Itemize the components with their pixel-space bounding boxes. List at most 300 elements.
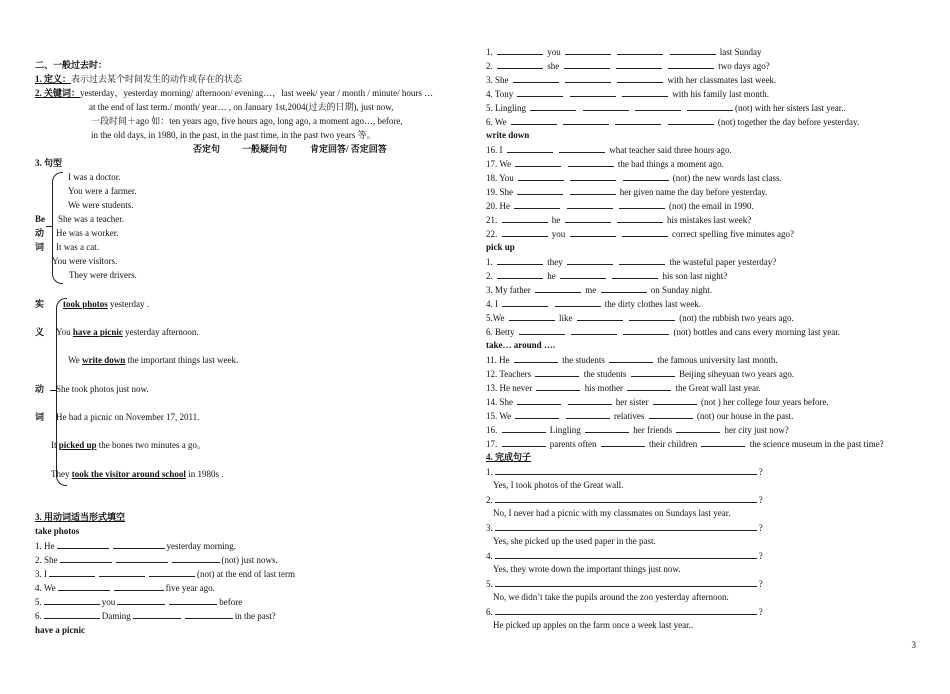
line-text <box>613 75 615 85</box>
line-text: 22. <box>486 229 500 239</box>
line-text: (not) the rubbish two years ago. <box>677 313 794 323</box>
answer-blank <box>670 46 716 55</box>
answer-blank <box>502 298 548 307</box>
answer-blank <box>583 102 629 111</box>
sentence-part: yesterday . <box>107 299 149 309</box>
answer-blank <box>172 554 220 563</box>
answer-blank <box>577 312 623 321</box>
answer-blank <box>60 554 112 563</box>
line-text <box>613 215 615 225</box>
answer-blank <box>567 200 613 209</box>
line-text <box>615 201 617 211</box>
answer-blank <box>517 186 563 195</box>
line-text: 12. Teachers <box>486 369 534 379</box>
verb-sentence <box>51 469 223 480</box>
write-item <box>486 158 724 170</box>
complete-question <box>486 578 763 590</box>
take-item <box>486 438 884 450</box>
be-side-label <box>35 214 45 225</box>
line-text <box>665 47 667 57</box>
line-text: parents often <box>547 439 599 449</box>
line-text: (not) the new words last class. <box>670 173 782 183</box>
item-number: 3. <box>486 523 493 533</box>
answer-blank <box>513 74 559 83</box>
group-label-text: have a picnic <box>35 625 86 635</box>
answer-blank <box>570 228 616 237</box>
line-text: 16. <box>486 425 500 435</box>
answer-blank <box>507 144 553 153</box>
item-number: 5. <box>486 579 493 589</box>
answer-text: Yes, she picked up the used paper in the past. <box>493 536 656 546</box>
definition-label: 1. 定义： <box>35 74 72 84</box>
answer-blank <box>149 568 195 577</box>
verb-side-label <box>35 412 44 423</box>
answer-blank <box>502 424 546 433</box>
text: at the end of last term./ month/ year… , on January 1st,2004(过去的日期), just now, <box>89 102 394 112</box>
be-sentence <box>68 200 134 211</box>
sentence-pattern-text: 3. 句型 <box>35 158 63 168</box>
form-header <box>242 144 287 155</box>
line-text: 13. He never <box>486 383 535 393</box>
exercise-item <box>35 554 278 566</box>
answer-blank <box>514 354 558 363</box>
keywords-line-3 <box>91 116 403 127</box>
answer-blank <box>497 46 543 55</box>
line-text <box>565 89 567 99</box>
item-number: 2. She <box>35 555 58 565</box>
text: in the old days, in 1980, in the past, in the past time, in the past two years 等。 <box>91 130 376 140</box>
line-text: you <box>545 47 563 57</box>
group-label <box>486 130 529 141</box>
answer-blank <box>615 116 661 125</box>
line-text: 2. <box>486 61 495 71</box>
answer-blank <box>568 396 612 405</box>
question-mark: ? <box>758 467 763 477</box>
line-text: 5. Lingling <box>486 103 529 113</box>
brace-tip <box>46 226 52 227</box>
sentence-verb: took photos <box>63 299 108 309</box>
be-sentence <box>68 172 120 183</box>
line-text: relatives <box>611 411 647 421</box>
line-text: 4. I <box>486 299 501 309</box>
answer-blank <box>567 256 613 265</box>
line-text <box>618 89 620 99</box>
answer-blank <box>555 298 601 307</box>
answer-blank <box>515 158 561 167</box>
line-text <box>612 61 614 71</box>
answer-blank <box>114 582 164 591</box>
line-text: (not) together the day before yesterday. <box>715 117 860 127</box>
answer-blank <box>570 88 616 97</box>
answer-blank <box>536 382 580 391</box>
line-text: the Great wall last year. <box>673 383 761 393</box>
side-char: 动 <box>35 384 45 394</box>
answer-blank <box>568 158 614 167</box>
line-text: he <box>545 271 558 281</box>
answer-blank <box>623 326 669 335</box>
complete-answer <box>493 592 729 603</box>
write-item <box>486 186 767 198</box>
answer-blank <box>563 116 609 125</box>
write-item <box>486 172 782 184</box>
answer-blank <box>609 354 653 363</box>
pick-item <box>486 284 712 296</box>
answer-blank <box>622 228 668 237</box>
line-text: the famous university last month. <box>655 355 778 365</box>
group-label-text: take photos <box>35 526 80 536</box>
item-number: 5. <box>35 597 42 607</box>
line-text: 1. <box>486 257 495 267</box>
group-label-text: write down <box>486 130 530 140</box>
group-label-text: take… around …. <box>486 340 556 350</box>
be-sentence <box>56 242 99 253</box>
line-text <box>563 397 565 407</box>
pick-item <box>486 270 727 282</box>
definition-text: 表示过去某个时间发生的动作或存在的状态 <box>71 74 243 84</box>
line-text <box>683 103 685 113</box>
line-text: 6. Betty <box>486 327 517 337</box>
line-text: her city just now? <box>722 425 789 435</box>
answer-blank <box>495 550 757 559</box>
text: I was a doctor. <box>68 172 121 182</box>
complete-question <box>486 550 763 562</box>
answer-blank <box>668 116 714 125</box>
complete-title-text: 4. 完成句子 <box>486 452 532 462</box>
verb-sentence <box>68 355 238 366</box>
exercise-group-label <box>35 526 79 537</box>
item-number: 4. We <box>35 583 56 593</box>
form-header <box>193 144 220 155</box>
answer-blank <box>565 214 611 223</box>
pick-item <box>486 298 701 310</box>
text: She was a teacher. <box>58 214 124 224</box>
line-text: 14. She <box>486 397 516 407</box>
answer-blank <box>617 74 663 83</box>
answer-blank <box>511 116 557 125</box>
line-text: 16. I <box>486 145 505 155</box>
picnic-item <box>486 102 846 114</box>
line-text <box>611 117 613 127</box>
sentence-part: the important things last week. <box>125 355 239 365</box>
line-text <box>613 47 615 57</box>
answer-blank <box>623 172 669 181</box>
exercise-title <box>35 512 125 523</box>
line-text <box>578 103 580 113</box>
take-item <box>486 410 793 422</box>
section-heading <box>35 60 107 71</box>
definition-line <box>35 74 242 85</box>
line-text <box>618 173 620 183</box>
line-text: 19. She <box>486 187 516 197</box>
line-text: 1. <box>486 47 495 57</box>
line-text: (not) our house in the past. <box>694 411 794 421</box>
line-text: 6. We <box>486 117 509 127</box>
answer-text: No, I never had a picnic with my classmates on Sundays last year. <box>493 508 731 518</box>
side-char: 词 <box>35 412 45 422</box>
answer-blank <box>58 582 110 591</box>
item-number: 6. <box>35 611 42 621</box>
answer-text: He picked up apples on the farm once a week last year.. <box>493 620 694 630</box>
line-text <box>664 61 666 71</box>
verb-side-label <box>35 327 44 338</box>
exercise-item <box>35 582 215 594</box>
answer-blank <box>619 200 665 209</box>
line-text: their children <box>646 439 700 449</box>
line-text: 21. <box>486 215 500 225</box>
answer-text: Yes, I took photos of the Great wall. <box>493 480 624 490</box>
answer-blank <box>117 596 165 605</box>
answer-blank <box>502 438 546 447</box>
text: They were drivers. <box>69 270 137 280</box>
answer-blank <box>617 214 663 223</box>
answer-blank <box>635 102 681 111</box>
line-text: his son last night? <box>660 271 728 281</box>
write-item <box>486 214 751 226</box>
picnic-item <box>486 116 859 128</box>
text: He was a worker. <box>56 228 119 238</box>
line-text: her sister <box>613 397 651 407</box>
answer-blank <box>565 74 611 83</box>
line-text: on Sunday night. <box>648 285 713 295</box>
answer-blank <box>497 256 543 265</box>
answer-blank <box>653 396 697 405</box>
answer-text: No, we didn’t take the pupils around the zoo yesterday afternoon. <box>493 592 729 602</box>
line-text: with her classmates last week. <box>665 75 777 85</box>
text: You were visitors. <box>52 256 118 266</box>
exercise-title-text: 3. 用动词适当形式填空 <box>35 512 126 522</box>
line-text: me <box>583 285 599 295</box>
answer-blank <box>518 172 564 181</box>
line-text <box>562 201 564 211</box>
section-heading-text: 二、一般过去时： <box>35 60 108 70</box>
line-text: the science museum in the past time? <box>747 439 884 449</box>
line-text: (not) the email in 1990. <box>666 201 754 211</box>
answer-blank <box>601 438 645 447</box>
line-text <box>561 75 563 85</box>
sentence-part: You <box>56 327 73 337</box>
answer-blank <box>113 540 165 549</box>
answer-blank <box>44 596 100 605</box>
pick-item <box>486 256 776 268</box>
answer-blank <box>495 578 757 587</box>
line-text: she <box>545 61 562 71</box>
verb-sentence <box>56 327 199 338</box>
sentence-part: It <box>51 440 59 450</box>
answer-blank <box>687 102 733 111</box>
item-number: 3. I <box>35 569 47 579</box>
item-number: 6. <box>486 607 493 617</box>
text: 一段时间＋ago 如：ten years ago, five hours ago, long ago, a moment ago…, before, <box>91 116 403 126</box>
complete-answer <box>493 480 623 491</box>
verb-side-label <box>35 384 44 395</box>
answer-blank <box>565 46 611 55</box>
item-text: in the past? <box>234 611 276 621</box>
line-text <box>566 173 568 183</box>
form-header-text: 否定句 <box>193 144 221 154</box>
complete-answer <box>493 536 656 547</box>
picnic-item <box>486 88 769 100</box>
verb-sentence <box>63 299 149 310</box>
sentence-verb: have a picnic <box>72 327 123 337</box>
take-item <box>486 354 778 366</box>
form-header-text: 肯定回答/ 否定回答 <box>310 144 387 154</box>
picnic-item <box>486 60 770 72</box>
line-text: two days ago? <box>716 61 770 71</box>
take-item <box>486 396 829 408</box>
line-text: they <box>545 257 565 267</box>
answer-blank <box>495 606 757 615</box>
item-number: 4. <box>486 551 493 561</box>
sentence-part: the bones two minutes a go。 <box>96 440 207 450</box>
complete-question <box>486 522 763 534</box>
line-text: Beijing siheyuan two years ago. <box>676 369 795 379</box>
keywords-text: yesterday，yesterday morning/ afternoon/ evening…，last week/ year / month / minute/ hours … <box>80 88 434 98</box>
answer-blank <box>535 368 579 377</box>
keywords-label: 2. 关键词： <box>35 88 81 98</box>
line-text: like <box>556 313 575 323</box>
verb-sentence <box>56 384 149 395</box>
line-text: 17. <box>486 439 500 449</box>
answer-blank <box>559 144 605 153</box>
line-text <box>563 159 565 169</box>
line-text: 11. He <box>486 355 512 365</box>
verb-sentence <box>51 440 206 451</box>
complete-question <box>486 466 763 478</box>
be-sentence <box>58 214 124 225</box>
be-sentence <box>52 256 117 267</box>
item-number: 1. <box>486 467 493 477</box>
question-mark: ? <box>758 523 763 533</box>
item-word: Daming <box>101 611 131 621</box>
answer-blank <box>530 102 576 111</box>
answer-blank <box>629 312 675 321</box>
answer-blank <box>185 610 233 619</box>
line-text <box>663 117 665 127</box>
answer-blank <box>701 438 745 447</box>
line-text: (not ) her college four years before. <box>698 397 829 407</box>
answer-blank <box>601 284 647 293</box>
line-text: her friends <box>631 425 675 435</box>
answer-blank <box>44 610 100 619</box>
keywords-line-4 <box>91 130 375 141</box>
line-text: you <box>549 229 568 239</box>
write-item <box>486 200 754 212</box>
answer-blank <box>133 610 181 619</box>
verb-side-label <box>35 299 44 310</box>
item-text: five year ago. <box>165 583 215 593</box>
answer-blank <box>517 88 563 97</box>
answer-blank <box>560 270 606 279</box>
question-mark: ? <box>758 607 763 617</box>
exercise-item <box>35 610 276 622</box>
line-text <box>615 257 617 267</box>
page-number: 3 <box>911 640 916 650</box>
line-text: her given name the day before yesterday. <box>617 187 768 197</box>
group-label <box>486 340 555 351</box>
answer-blank <box>116 554 168 563</box>
side-char: 义 <box>35 327 45 337</box>
answer-blank <box>509 312 555 321</box>
answer-blank <box>616 60 662 69</box>
complete-question <box>486 494 763 506</box>
question-mark: ? <box>758 495 763 505</box>
complete-title <box>486 452 531 463</box>
be-sentence <box>69 270 137 281</box>
line-text <box>625 313 627 323</box>
line-text: his mother <box>582 383 626 393</box>
take-item <box>486 368 794 380</box>
sentence-part: in 1980s . <box>185 469 224 479</box>
exercise-group-label <box>35 625 85 636</box>
item-text: yesterday morning. <box>166 541 236 551</box>
text: You were a farmer. <box>68 186 137 196</box>
line-text: the students <box>581 369 629 379</box>
answer-blank <box>668 60 714 69</box>
line-text <box>567 327 569 337</box>
answer-blank <box>49 568 95 577</box>
line-text: he <box>549 215 563 225</box>
line-text <box>559 117 561 127</box>
complete-answer <box>493 564 681 575</box>
group-label <box>486 242 515 253</box>
line-text: (not) bottles and cans every morning last year. <box>671 327 840 337</box>
line-text: 15. We <box>486 411 514 421</box>
line-text <box>550 299 552 309</box>
line-text <box>608 271 610 281</box>
picnic-item <box>486 74 776 86</box>
answer-blank <box>627 382 671 391</box>
item-text: (not) just nows. <box>221 555 278 565</box>
answer-text: Yes, they wrote down the important things just now. <box>493 564 681 574</box>
line-text <box>631 103 633 113</box>
side-char: 动 <box>35 228 45 238</box>
line-text: the dirty clothes last week. <box>602 299 701 309</box>
answer-blank <box>570 186 616 195</box>
answer-blank <box>622 88 668 97</box>
complete-question <box>486 606 763 618</box>
form-header-text: 一般疑问句 <box>242 144 288 154</box>
line-text: correct spelling five minutes ago? <box>669 229 794 239</box>
write-item <box>486 144 732 156</box>
answer-blank <box>570 172 616 181</box>
complete-answer <box>493 620 693 631</box>
answer-blank <box>566 410 610 419</box>
answer-blank <box>99 568 145 577</box>
exercise-item <box>35 596 242 608</box>
line-text: 3. My father <box>486 285 533 295</box>
sentence-verb: took the visitor around school <box>71 469 186 479</box>
line-text <box>561 411 563 421</box>
keywords-line <box>35 88 433 99</box>
answer-blank <box>676 424 720 433</box>
item-word: you <box>101 597 116 607</box>
answer-blank <box>564 60 610 69</box>
answer-blank <box>519 326 565 335</box>
answer-blank <box>619 256 665 265</box>
sentence-part: We <box>68 355 83 365</box>
take-item <box>486 424 789 436</box>
line-text: 17. We <box>486 159 514 169</box>
answer-blank <box>502 228 548 237</box>
answer-blank <box>57 540 109 549</box>
take-item <box>486 382 761 394</box>
sentence-verb: write down <box>82 355 126 365</box>
sentence-pattern-label <box>35 158 62 169</box>
item-number: 2. <box>486 495 493 505</box>
line-text: last Sunday <box>717 47 762 57</box>
answer-blank <box>495 466 757 475</box>
answer-blank <box>517 396 561 405</box>
